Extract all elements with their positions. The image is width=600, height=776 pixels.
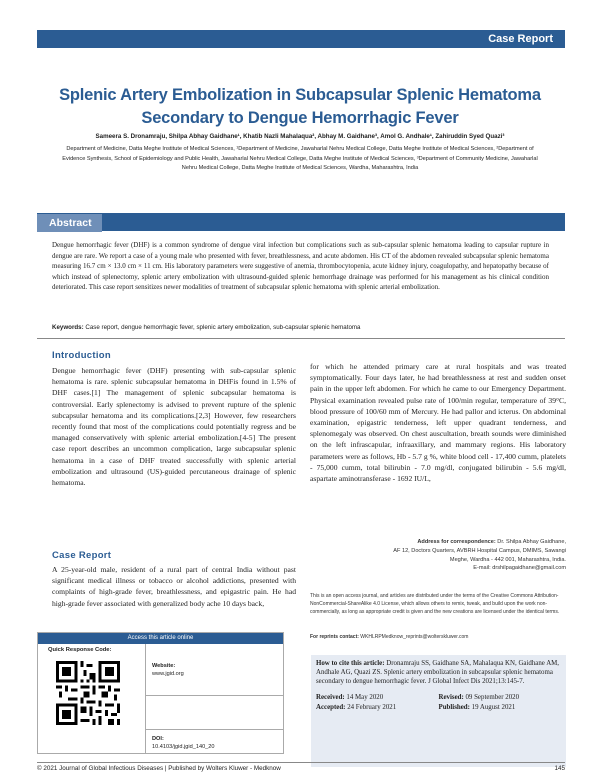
revised-date: 09 September 2020 <box>463 693 520 701</box>
qr-code-icon[interactable] <box>56 661 120 725</box>
access-box <box>37 632 284 754</box>
received-label: Received: <box>316 693 345 701</box>
intro-heading: Introduction <box>52 350 112 361</box>
website-label: Website: <box>152 663 176 669</box>
doi-info <box>152 735 215 751</box>
reprints-email[interactable]: WKHLRPMedknow_reprints@wolterskluwer.com <box>358 634 469 640</box>
dates <box>316 693 561 712</box>
cite-text: Dronamraju SS, Gaidhane SA, Mahalaqua KN, Gaidhane AM, Andhale AG, Quazi ZS. Splenic artery embolization in subcapsular splenic hematoma secondary to dengue hemorrhagic fever. J Global Infect Dis 2021;13:145-7. <box>316 660 560 686</box>
qr-label: Quick Response Code: <box>48 647 112 653</box>
correspondence-label: Address for correspondence: <box>417 539 496 545</box>
case-report-heading: Case Report <box>52 550 112 561</box>
doi-link[interactable]: 10.4103/jgid.jgid_140_20 <box>152 744 215 750</box>
article-title: Splenic Artery Embolization in Subcapsular Splenic Hematoma Secondary to Dengue Hemorrhagic Fever <box>59 86 541 127</box>
keywords-text: Case report, dengue hemorrhagic fever, splenic artery embolization, sub-capsular splenic hematoma <box>83 324 361 331</box>
reprints <box>310 634 566 640</box>
case-report-text: A 25-year-old male, resident of a rural part of central India without past significant medical illness or tobacco or alcohol addictions, presented with complaints of high-grade fever, breathlessness, and epigastric pain. He had high-grade fever associated with generalized body ache 10 days back, <box>52 565 296 608</box>
received-date: 14 May 2020 <box>344 693 384 701</box>
correspondence-email[interactable]: E-mail: drshilpagaidhane@gmail.com <box>473 565 566 572</box>
abstract-heading-bar <box>37 213 565 231</box>
website-link[interactable]: www.jgid.org <box>152 671 184 677</box>
accepted-label: Accepted: <box>316 703 346 711</box>
right-column-text: for which he attended primary care at rural hospitals and was treated symptomatically. Four days later, he had breathlessness at rest and sudden onset pain in the upper left abdomen. For which he came to our Emergency Department. Physical examination revealed pulse rate of 100/min regular, temperature of 39°C, blood pressure of 100/60 mm of Mercury. He had pallor and icterus. On abdominal examination, epigastric tenderness, left upper quadrant tenderness, and splenomegaly was observed. On chest auscultation, breath sounds were diminished on the left infrascapular, infraaxillary, and mammary regions. His laboratory parameters were as follows, Hb - 5.7 g %, white blood cell - 17,400 cumm, platelets - 75,000 cumm, total bilirubin - 7.0 mg/dl, conjugated bilirubin - 5.6 mg/dl, aspartate aminotransferase - 1692 IU/L, <box>310 362 566 484</box>
published-date: 19 August 2021 <box>469 703 516 711</box>
reprints-label: For reprints contact: <box>310 634 359 640</box>
box-divider <box>145 729 283 730</box>
revised-label: Revised: <box>438 693 464 701</box>
website-info <box>152 662 184 678</box>
access-header: Access this article online <box>38 633 283 644</box>
correspondence <box>316 538 566 582</box>
accepted-date: 24 February 2021 <box>345 703 397 711</box>
author-list: Sameera S. Dronamraju, Shilpa Abhay Gaidhane¹, Khatib Nazli Mahalaqua², Abhay M. Gaidhane³, Amol G. Andhale¹, Zahiruddin Syed Quazi³ <box>95 133 505 140</box>
doi-label: DOI: <box>152 736 164 742</box>
citation-box <box>311 655 566 767</box>
keywords-label: Keywords: <box>52 324 84 331</box>
cite-label: How to cite this article: <box>316 660 385 667</box>
license-text: This is an open access journal, and articles are distributed under the terms of the Creative Commons Attribution-NonCommercial-ShareAlike 4.0 License, which allows others to remix, tweak, and build upon the work non-commercially, as long as appropriate credit is given and the new creations are licensed under the identical terms. <box>310 593 560 616</box>
page-number: 145 <box>554 765 565 772</box>
correspondence-line: AF 12, Doctors Quarters, AVBRH Hospital Campus, DMIMS, Sawangi <box>393 547 566 554</box>
box-divider <box>145 644 146 753</box>
box-divider <box>145 695 283 696</box>
correspondence-line: Meghe, Wardha - 442 001, Maharashtra, India. <box>449 556 566 563</box>
published-label: Published: <box>438 703 470 711</box>
abstract-text: Dengue hemorrhagic fever (DHF) is a common syndrome of dengue viral infection but complications such as sub-capsular splenic hematoma leading to capsular rupture in dengue are rare. We report a case of a young male who presented with fever, breathlessness, and acute abdomen. His CT of the abdomen revealed subcapsular splenic hematoma measuring 16.7 cm × 13.0 cm × 11 cm. His laboratory parameters were suggestive of anemia, thrombocytopenia, acute kidney injury, coagulopathy, and hepatopathy because of which instead of splenectomy, splenic artery embolization with ultrasound-guided splenic hemorrhage drainage was performed for his management as his clinical condition deteriorated. This case report sensitizes newer modalities of treatment of subcapsular splenic hematoma with splenic arterial embolization. <box>52 241 549 291</box>
intro-text: Dengue hemorrhagic fever (DHF) presenting with sub-capsular splenic hematoma is rare. splenic subcapsular hematoma in DHFis found in 1.5% of DHF cases.[1] The management of splenic subcapsular hematoma is controversial. Early splenectomy is advised to prevent rupture of the splenic subcapsular hematoma and its complications.[2,3] However, few researchers recently found that most of the complications could potentially regress and be managed conservatively with splenic arterial embolization.[4-5] The present case report describes an uncommon complication, large subcapsular splenic hematoma in a case of DHF treated successfully with splenic arterial embolization and ultrasound (US)-guided percutaneous drainage of splenic hematoma. <box>52 366 296 488</box>
keywords <box>52 324 549 331</box>
page-footer <box>37 762 565 772</box>
divider <box>37 338 565 339</box>
abstract-heading: Abstract <box>37 214 102 232</box>
correspondence-line: Dr. Shilpa Abhay Gaidhane, <box>495 539 566 545</box>
affiliations: Department of Medicine, Datta Meghe Institute of Medical Sciences, ¹Department of Medicine, Jawaharlal Nehru Medical College, Datta Meghe Institute of Medical Sciences, ²Department of Evidence Synthesis, School of Epidemiology and Public Health, Jawaharlal Nehru Medical College, Datta Meghe Institute of Medical Sciences, ³Department of Community Medicine, Jawaharlal Nehru Medical College, Datta Meghe Institute of Medical Sciences, Wardha, Maharashtra, India <box>62 146 538 171</box>
section-banner: Case Report <box>37 30 565 48</box>
footer-text: © 2021 Journal of Global Infectious Diseases | Published by Wolters Kluwer - Medknow <box>37 765 281 772</box>
